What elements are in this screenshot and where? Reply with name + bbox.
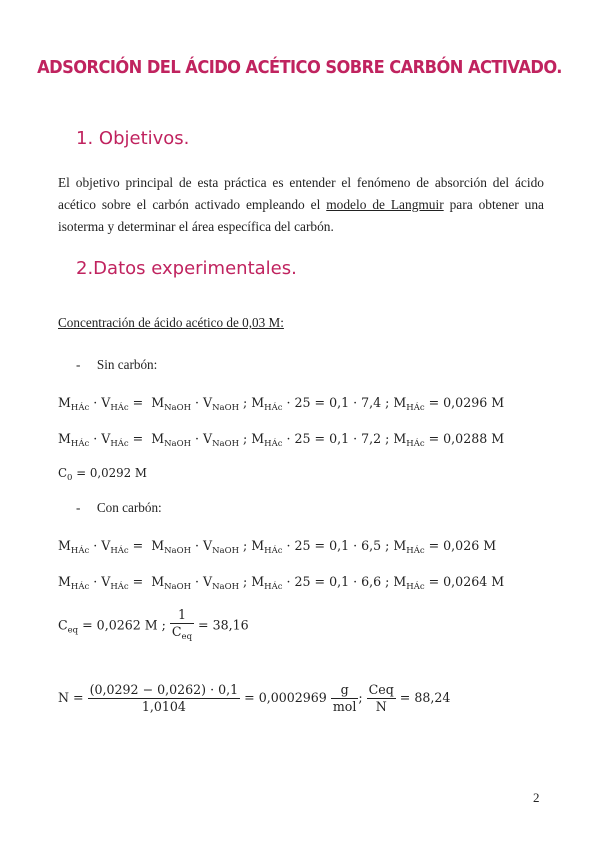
- equation-con-carbon-1: $M_{HÁc} \cdot V_{HÁc} = M_{NaOH} \cdot V_{NaOH}$ ; $M_{HÁc} \cdot 25 = 0,1 \cdot 6,5$ ; $M_{HÁc} = 0,026$ M: [58, 538, 497, 556]
- concentration-subtitle: Concentración de ácido acético de 0,03 M:: [58, 315, 284, 330]
- document-title: ADSORCIÓN DEL ÁCIDO ACÉTICO SOBRE CARBÓN ACTIVADO.: [37, 58, 562, 78]
- paragraph-text-start: El objetivo principal de esta práctica es entender el fenómeno de absorción del ácido acético sobre el carbón activado empleando el: [58, 175, 544, 212]
- langmuir-link[interactable]: modelo de Langmuir: [326, 197, 444, 212]
- inverse-ceq-fraction: $\frac{1}{C_{eq}}$: [171, 607, 193, 642]
- n-fraction: $\frac{(0,0292 - 0,0262) \cdot 0,1}{1,0104}$: [89, 682, 239, 714]
- unit-fraction: $\frac{g}{\text{mol}}$: [332, 682, 357, 714]
- paragraph-text-end: para obtener una isoterma y determinar el área específica del carbón.: [58, 197, 544, 234]
- page-number: 2: [533, 790, 540, 805]
- bullet-sin-carbon: - Sin carbón:: [76, 357, 158, 372]
- equation-sin-carbon-1: $M_{HÁc} \cdot V_{HÁc} = M_{NaOH} \cdot V_{NaOH}$ ; $M_{HÁc} \cdot 25 = 0,1 \cdot 7,4$ ; $M_{HÁc} = 0,0296$ M: [58, 395, 505, 413]
- objective-paragraph: [58, 172, 544, 238]
- equation-sin-carbon-2: $M_{HÁc} \cdot V_{HÁc} = M_{NaOH} \cdot V_{NaOH}$ ; $M_{HÁc} \cdot 25 = 0,1 \cdot 7,2$ ; $M_{HÁc} = 0,0288$ M: [58, 431, 505, 449]
- equation-c0: $C_0 = 0,0292$ M: [58, 466, 147, 483]
- equation-n: N = $\frac{(0,0292 - 0,0262) \cdot 0,1}{1,0104}$ = 0,0002969 $\frac{g}{\text{mol}}$ ; $\frac{\text{Ceq}}{N}$ = 88,24: [58, 682, 451, 714]
- bullet-con-carbon: - Con carbón:: [76, 500, 162, 515]
- equation-ceq: $C_{eq} = 0,0262$ M ; $\frac{1}{C_{eq}}$ = 38,16: [58, 607, 249, 645]
- ceq-n-fraction: $\frac{\text{Ceq}}{N}$: [368, 682, 394, 714]
- section-heading-objetivos: 1. Objetivos.: [76, 128, 190, 149]
- section-heading-datos: 2.Datos experimentales.: [76, 258, 297, 279]
- equation-con-carbon-2: $M_{HÁc} \cdot V_{HÁc} = M_{NaOH} \cdot V_{NaOH}$ ; $M_{HÁc} \cdot 25 = 0,1 \cdot 6,6$ ; $M_{HÁc} = 0,0264$ M: [58, 574, 505, 592]
